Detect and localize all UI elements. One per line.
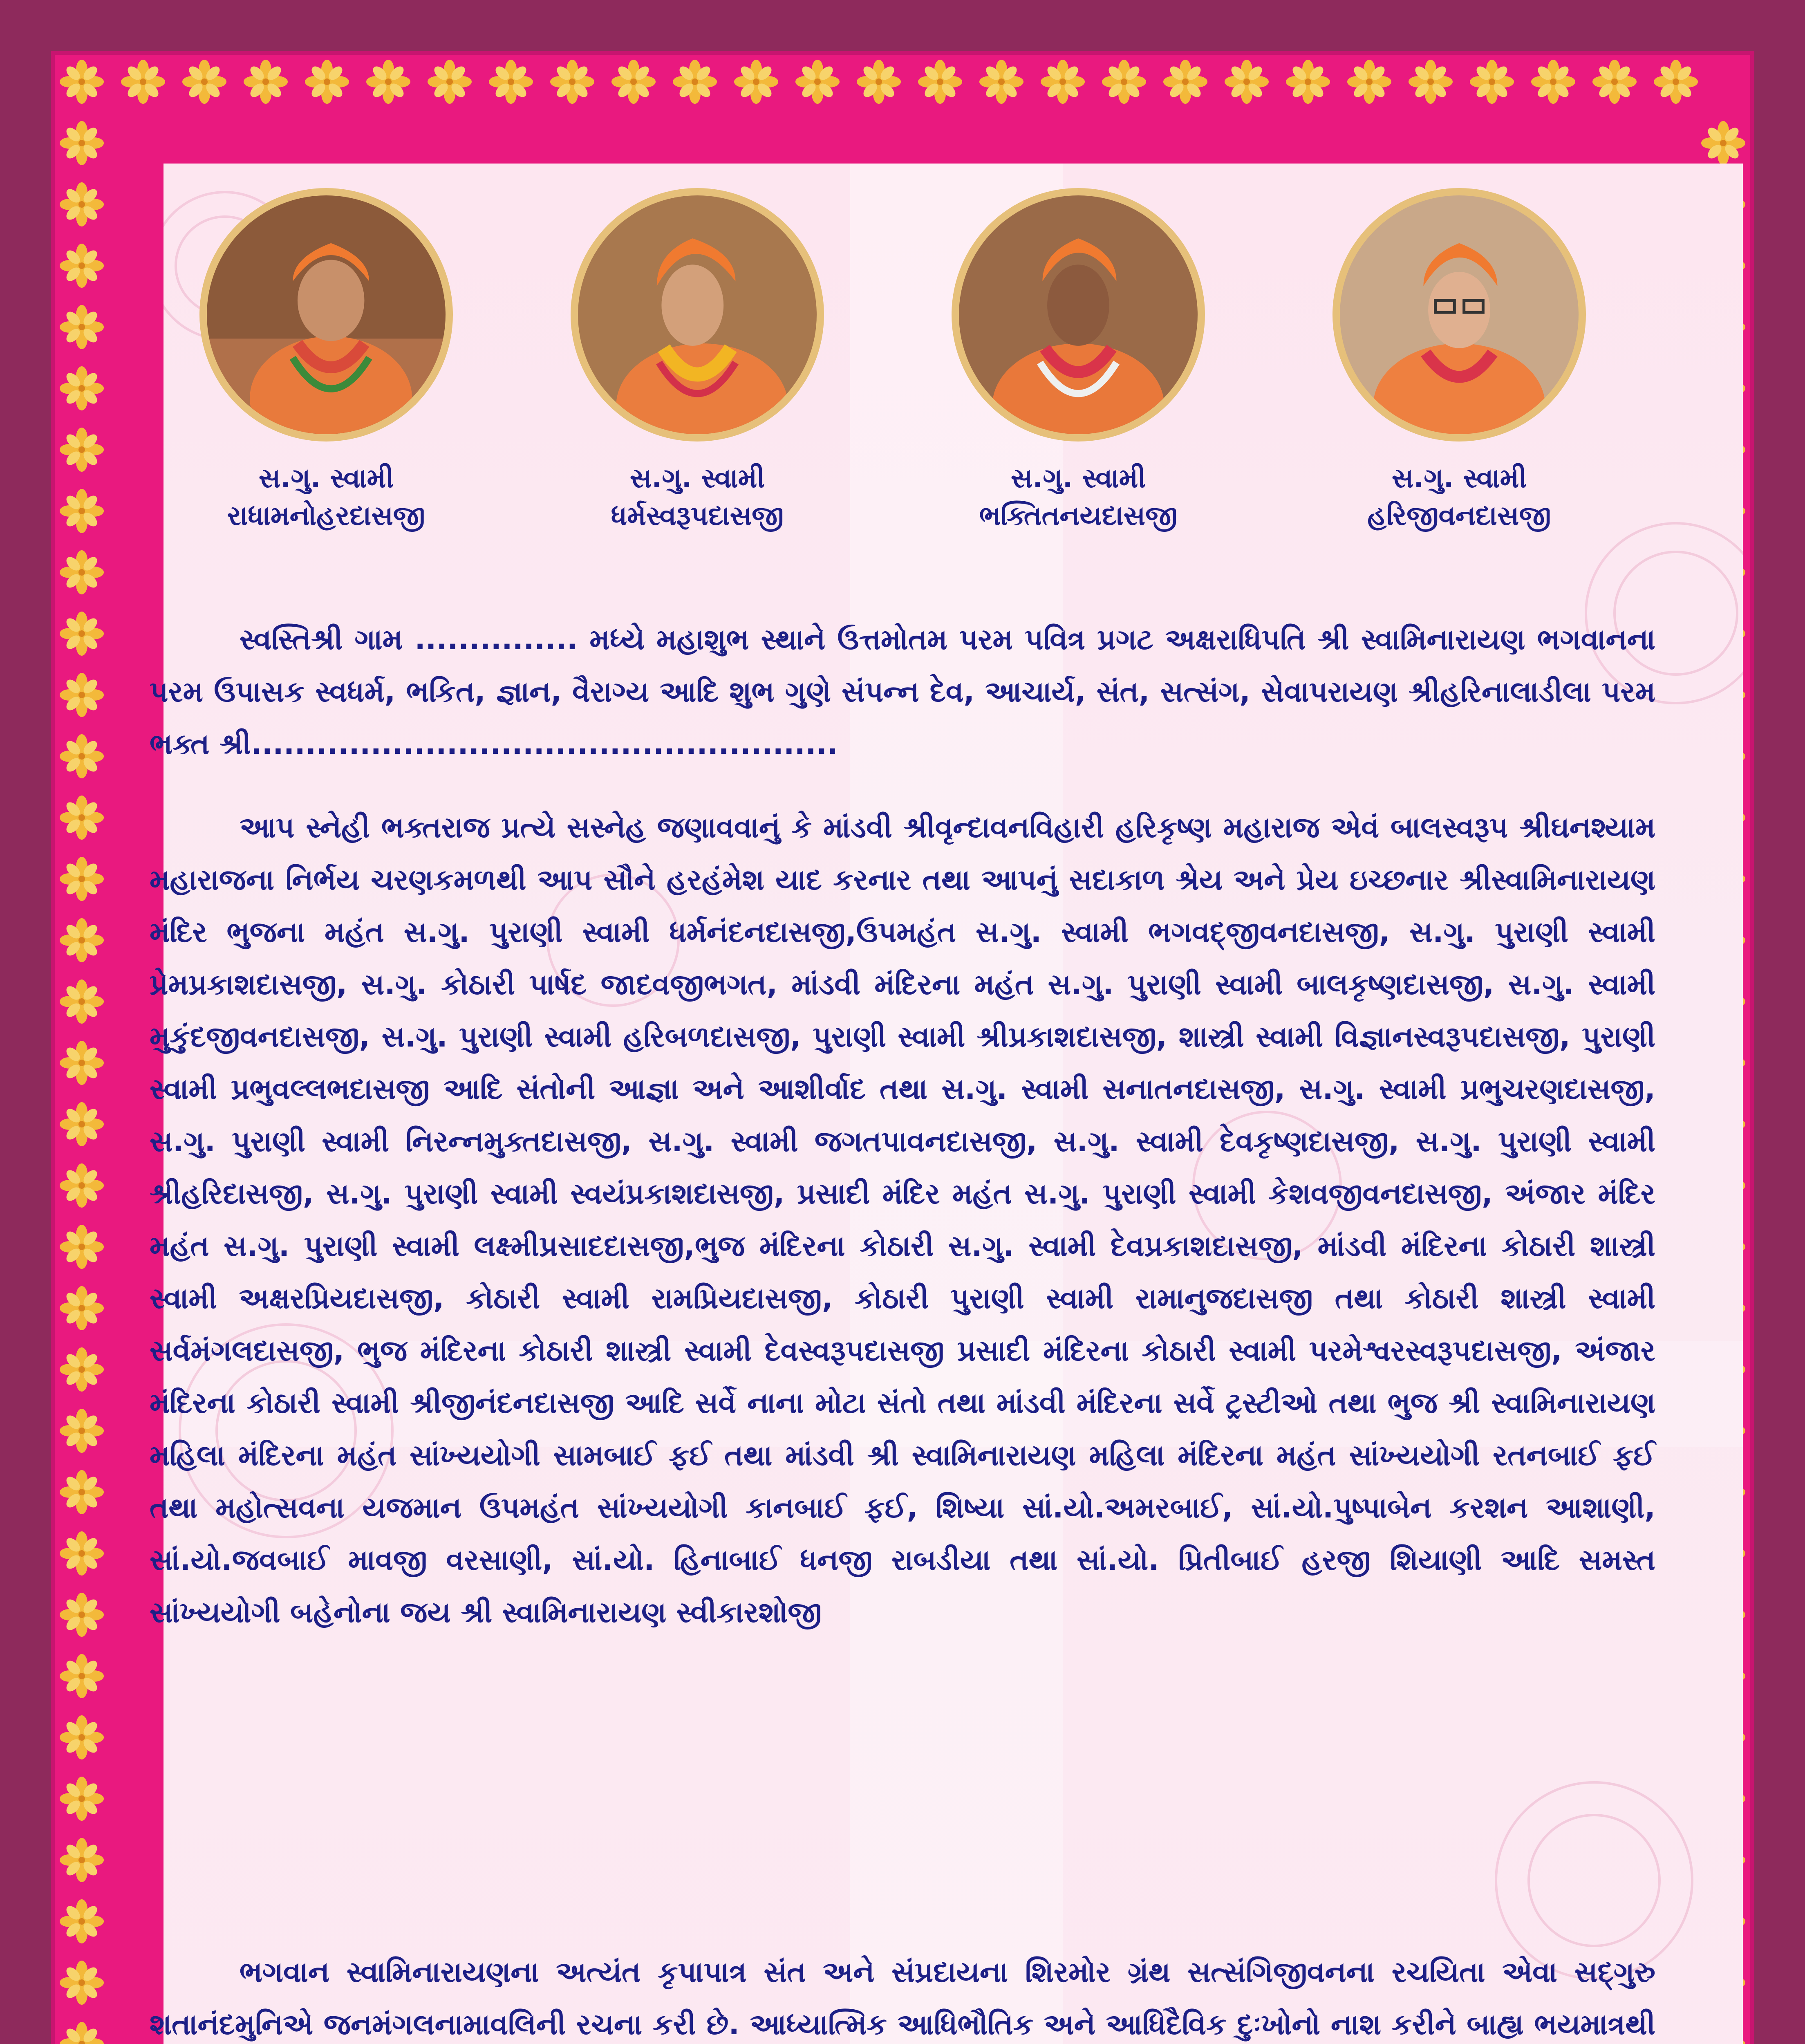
flower-icon (366, 60, 410, 104)
flower-icon (918, 60, 962, 104)
flower-icon (795, 60, 840, 104)
saint-name: હરિજીવનદાસજી (1367, 500, 1551, 531)
flower-icon (489, 60, 533, 104)
flower-icon (60, 1409, 104, 1453)
flower-icon (60, 673, 104, 717)
flower-icon (60, 2022, 104, 2044)
flower-icon (1286, 60, 1330, 104)
flower-icon (60, 1470, 104, 1514)
flower-icon (857, 60, 901, 104)
saint-card (179, 188, 473, 535)
flower-icon (1531, 60, 1575, 104)
saint-photo-icon (1340, 195, 1579, 434)
flower-icon (60, 612, 104, 656)
saint-portrait (1332, 188, 1586, 442)
flower-icon (60, 244, 104, 288)
flower-icon (244, 60, 288, 104)
saint-photo-icon (578, 195, 817, 434)
flower-icon (60, 1531, 104, 1576)
saint-name: રાધામનોહરદાસજી (227, 500, 425, 531)
flower-icon (60, 121, 104, 165)
flower-icon (60, 1286, 104, 1330)
flower-icon (182, 60, 226, 104)
saint-card (550, 188, 844, 535)
main-paragraph: આપ સ્નેહી ભક્તરાજ પ્રત્યે સસ્નેહ જણાવવાનું કે માંડવી શ્રીવૃન્દાવનવિહારી હરિકૃષ્ણ મહારાજ એવં બાલસ્વરૂપ શ્રીઘનશ્યામ મહારાજના નિર્ભય ચરણકમળથી આપ સૌને હરહંમેશ યાદ કરનાર તથા આપનું સદાકાળ શ્રેય અને પ્રેય ઇચ્છનાર શ્રીસ્વામિનારાયણ મંદિર ભુજના મહંત સ.ગુ. પુરાણી સ્વામી ધર્મનંદનદાસજી,ઉપમહંત સ.ગુ. સ્વામી ભગવદ્જીવનદાસજી, સ.ગુ. પુરાણી સ્વામી પ્રેમપ્રકાશદાસજી, સ.ગુ. કોઠારી પાર્ષદ જાદવજીભગત, માંડવી મંદિરના મહંત સ.ગુ. પુરાણી સ્વામી બાલકૃષ્ણદાસજી, સ.ગુ. સ્વામી મુકુંદજીવનદાસજી, સ.ગુ. પુરાણી સ્વામી હરિબળદાસજી, પુરાણી સ્વામી શ્રીપ્રકાશદાસજી, શાસ્ત્રી સ્વામી વિજ્ઞાનસ્વરૂપદાસજી, પુરાણી સ્વામી પ્રભુવલ્લભદાસજી આદિ સંતોની આજ્ઞા અને આશીર્વાદ તથા સ.ગુ. સ્વામી સનાતનદાસજી, સ.ગુ. સ્વામી પ્રભુચરણદાસજી, સ.ગુ. પુરાણી સ્વામી નિરન્નમુક્તદાસજી, સ.ગુ. સ્વામી જગતપાવનદાસજી, સ.ગુ. સ્વામી દેવકૃષ્ણદાસજી, સ.ગુ. પુરાણી સ્વામી શ્રીહરિદાસજી, સ.ગુ. પુરાણી સ્વામી સ્વયંપ્રકાશદાસજી, પ્રસાદી મંદિર મહંત સ.ગુ. પુરાણી સ્વામી કેશવજીવનદાસજી, અંજાર મંદિર મહંત સ.ગુ. પુરાણી સ્વામી લક્ષ્મીપ્રસાદદાસજી,ભુજ મંદિરના કોઠારી સ.ગુ. સ્વામી દેવપ્રકાશદાસજી, માંડવી મંદિરના કોઠારી શાસ્ત્રી સ્વામી અક્ષરપ્રિયદાસજી, કોઠારી સ્વામી રામપ્રિયદાસજી, કોઠારી પુરાણી સ્વામી રામાનુજદાસજી તથા કોઠારી શાસ્ત્રી સ્વામી સર્વમંગલદાસજી, ભુજ મંદિરના કોઠારી શાસ્ત્રી સ્વામી દેવસ્વરૂપદાસજી પ્રસાદી મંદિરના કોઠારી સ્વામી પરમેશ્વરસ્વરૂપદાસજી, અંજાર મંદિરના કોઠારી સ્વામી શ્રીજીનંદનદાસજી આદિ સર્વે નાના મોટા સંતો તથા માંડવી મંદિરના સર્વે ટ્રસ્ટીઓ તથા ભુજ શ્રી સ્વામિનારાયણ મહિલા મંદિરના મહંત સાંખ્યયોગી સામબાઈ ફઈ તથા માંડવી શ્રી સ્વામિનારાયણ મહિલા મંદિરના મહંત સાંખ્યયોગી રતનબાઈ ફઈ તથા મહોત્સવના યજમાન ઉપમહંત સાંખ્યયોગી કાનબાઈ ફઈ, શિષ્યા સાં.યો.અમરબાઈ, સાં.યો.પુષ્પાબેન કરશન આશાણી, સાં.યો.જવબાઈ માવજી વરસાણી, સાં.યો. હિનાબાઈ ધનજી રાબડીયા તથા સાં.યો. પ્રિતીબાઈ હરજી શિયાણી આદિ સમસ્ત સાંખ્યયોગી બહેનોના જય શ્રી સ્વામિનારાયણ સ્વીકારશોજી (150, 811, 1655, 1629)
saint-portrait (199, 188, 453, 442)
flower-icon (673, 60, 717, 104)
flower-icon (1163, 60, 1207, 104)
flower-icon (121, 60, 165, 104)
flower-icon (1592, 60, 1637, 104)
closing-paragraph: ભગવાન સ્વામિનારાયણના અત્યંત કૃપાપાત્ર સંત અને સંપ્રદાયના શિરમોર ગ્રંથ સત્સંગિજીવનના રચયિતા એવા સદ્ગુરુ શતાનંદમુનિએ જનમંગલનામાવલિની રચના કરી છે. આધ્યાત્મિક આધિભૌતિક અને આધિદૈવિક દુઃખોનો નાશ કરીને બાહ્ય ભયમાત્રથી (150, 1955, 1655, 2041)
saint-title: સ.ગુ. સ્વામી (629, 462, 765, 494)
flower-icon (60, 1225, 104, 1269)
flower-icon (60, 550, 104, 594)
flower-icon (60, 1041, 104, 1085)
flower-icon (60, 428, 104, 472)
flower-icon (60, 1838, 104, 1882)
flower-icon (1347, 60, 1391, 104)
flower-icon (60, 305, 104, 349)
flower-icon (60, 1102, 104, 1146)
flower-icon (60, 1899, 104, 1943)
flower-icon (60, 1777, 104, 1821)
flower-icon (305, 60, 349, 104)
saint-name: ભક્તિતનયદાસજી (979, 500, 1178, 531)
flower-icon (60, 489, 104, 533)
saint-card (931, 188, 1225, 535)
saint-portrait (571, 188, 824, 442)
flower-icon (550, 60, 594, 104)
flower-icon (60, 182, 104, 226)
saint-portrait (952, 188, 1205, 442)
saint-card (1312, 188, 1606, 535)
flower-icon (1701, 121, 1745, 165)
flower-icon (60, 979, 104, 1024)
flower-icon (60, 1654, 104, 1698)
intro-paragraph: સ્વસ્તિશ્રી ગામ ............... મધ્યે મહાશુભ સ્થાને ઉત્તમોતમ પરમ પવિત્ર પ્રગટ અક્ષરાધિપતિ શ્રી સ્વામિનારાયણ ભગવાનના પરમ ઉપાસક સ્વધર્મ, ભકિત, જ્ઞાન, વૈરાગ્ય આદિ શુભ ગુણે સંપન્ન દેવ, આચાર્ય, સંત, સત્સંગ, સેવાપરાયણ શ્રીહરિનાલાડીલા પરમ ભક્ત શ્રી...................................................... (150, 623, 1655, 761)
flower-icon (1102, 60, 1146, 104)
flower-icon (60, 1593, 104, 1637)
flower-icon (60, 1715, 104, 1759)
saint-title: સ.ગુ. સ્વામી (258, 462, 394, 494)
flower-icon (60, 60, 104, 104)
flower-icon (979, 60, 1023, 104)
flower-icon (60, 857, 104, 901)
flower-icon (428, 60, 472, 104)
flower-icon (60, 1961, 104, 2005)
saint-photo-icon (959, 195, 1198, 434)
flower-icon (60, 918, 104, 962)
flower-icon (60, 1347, 104, 1392)
flower-icon (1654, 60, 1698, 104)
saint-title: સ.ગુ. સ્વામી (1391, 462, 1527, 494)
flower-icon (60, 366, 104, 410)
saint-name: ધર્મસ્વરૂપદાસજી (611, 500, 784, 531)
flower-icon (1041, 60, 1085, 104)
flower-icon (1470, 60, 1514, 104)
flower-icon (60, 796, 104, 840)
flower-icon (1225, 60, 1269, 104)
flower-icon (611, 60, 656, 104)
saint-photo-icon (207, 195, 446, 434)
flower-icon (734, 60, 778, 104)
saint-title: સ.ગુ. સ્વામી (1010, 462, 1146, 494)
flower-icon (60, 734, 104, 778)
flower-icon (1409, 60, 1453, 104)
flower-icon (60, 1163, 104, 1208)
